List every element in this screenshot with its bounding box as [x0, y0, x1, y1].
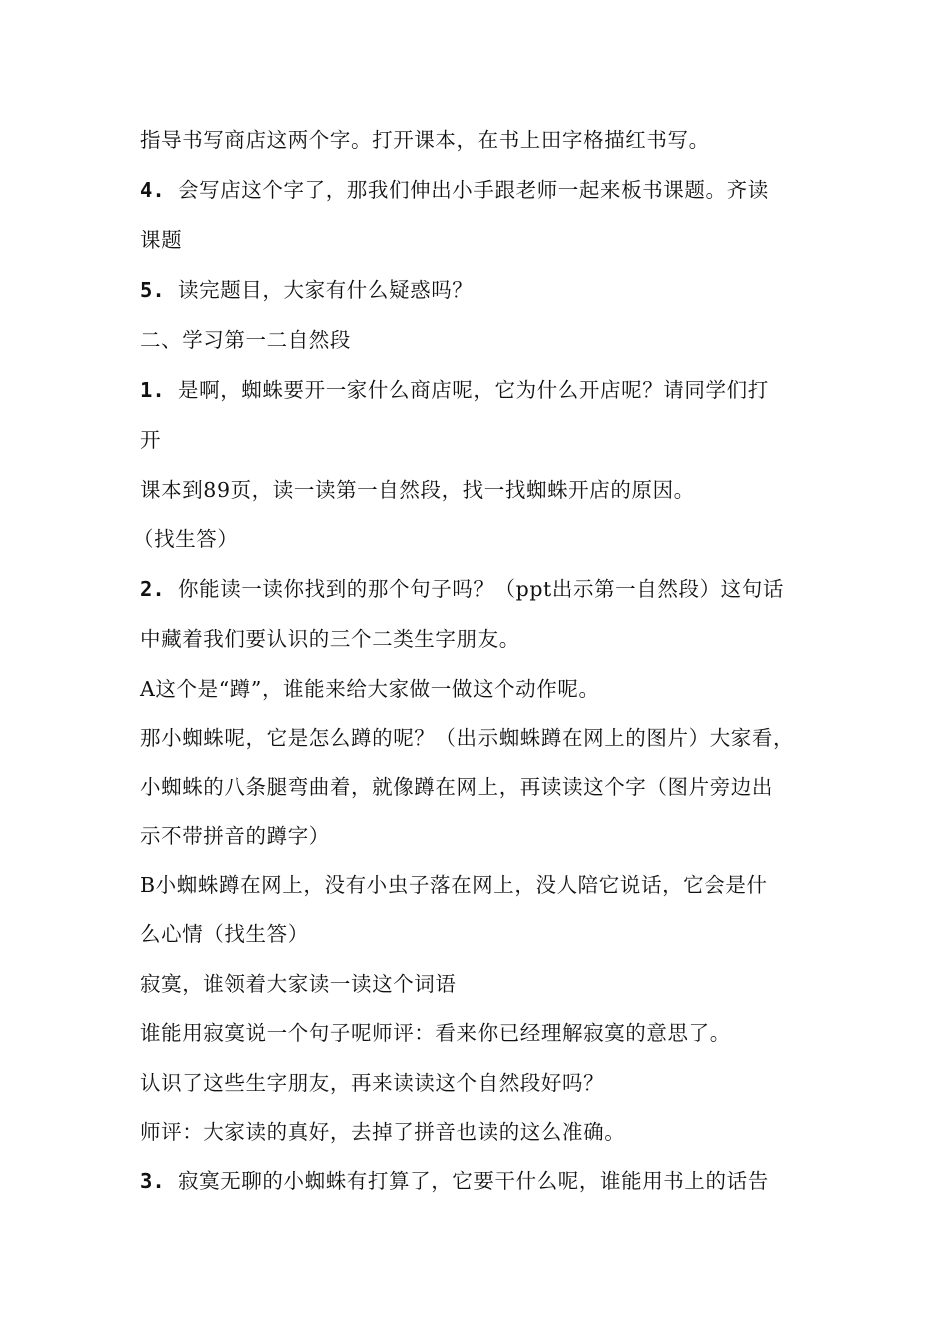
text-line: B小蜘蛛蹲在网上，没有小虫子落在网上，没人陪它说话，它会是什	[140, 873, 768, 897]
text-line: 那小蜘蛛呢，它是怎么蹲的呢？（出示蜘蛛蹲在网上的图片）大家看，	[140, 726, 795, 750]
text-line: 师评：大家读的真好，去掉了拼音也读的这么准确。	[140, 1120, 626, 1144]
text-line: 课本到89页，读一读第一自然段，找一找蜘蛛开店的原因。	[140, 478, 695, 502]
section-heading: 二、学习第一二自然段	[140, 328, 351, 352]
item-number: 1.	[140, 378, 165, 402]
text-line: 小蜘蛛的八条腿弯曲着，就像蹲在网上，再读读这个字（图片旁边出	[140, 775, 773, 799]
numbered-line: 5. 读完题目，大家有什么疑惑吗？	[140, 278, 474, 302]
text-line: （找生答）	[133, 527, 239, 551]
text-line: 寂寞，谁领着大家读一读这个词语	[140, 972, 457, 996]
text-line: A这个是“蹲”，谁能来给大家做一做这个动作呢。	[140, 677, 600, 701]
numbered-line: 4. 会写店这个字了，那我们伸出小手跟老师一起来板书课题。齐读	[140, 178, 769, 202]
numbered-line: 2. 你能读一读你找到的那个句子吗？（ppt出示第一自然段）这句话	[140, 577, 784, 601]
text-line: 指导书写商店这两个字。打开课本，在书上田字格描红书写。	[140, 128, 710, 152]
text-line: 示不带拼音的蹲字）	[140, 824, 330, 848]
text-line: 中藏着我们要认识的三个二类生字朋友。	[140, 627, 520, 651]
text-line: 么心情（找生答）	[140, 922, 309, 946]
text-line: 谁能用寂寞说一个句子呢师评：看来你已经理解寂寞的意思了。	[140, 1021, 731, 1045]
numbered-line: 3. 寂寞无聊的小蜘蛛有打算了，它要干什么呢，谁能用书上的话告	[140, 1169, 769, 1193]
text-line: 认识了这些生字朋友，再来读读这个自然段好吗？	[140, 1071, 605, 1095]
numbered-line: 1. 是啊，蜘蛛要开一家什么商店呢，它为什么开店呢？请同学们打	[140, 378, 769, 402]
item-number: 3.	[140, 1169, 165, 1193]
item-number: 5.	[140, 278, 165, 302]
text-line: 开	[140, 428, 162, 452]
item-number: 4.	[140, 178, 165, 202]
text-line: 课题	[140, 228, 183, 252]
item-number: 2.	[140, 577, 165, 601]
